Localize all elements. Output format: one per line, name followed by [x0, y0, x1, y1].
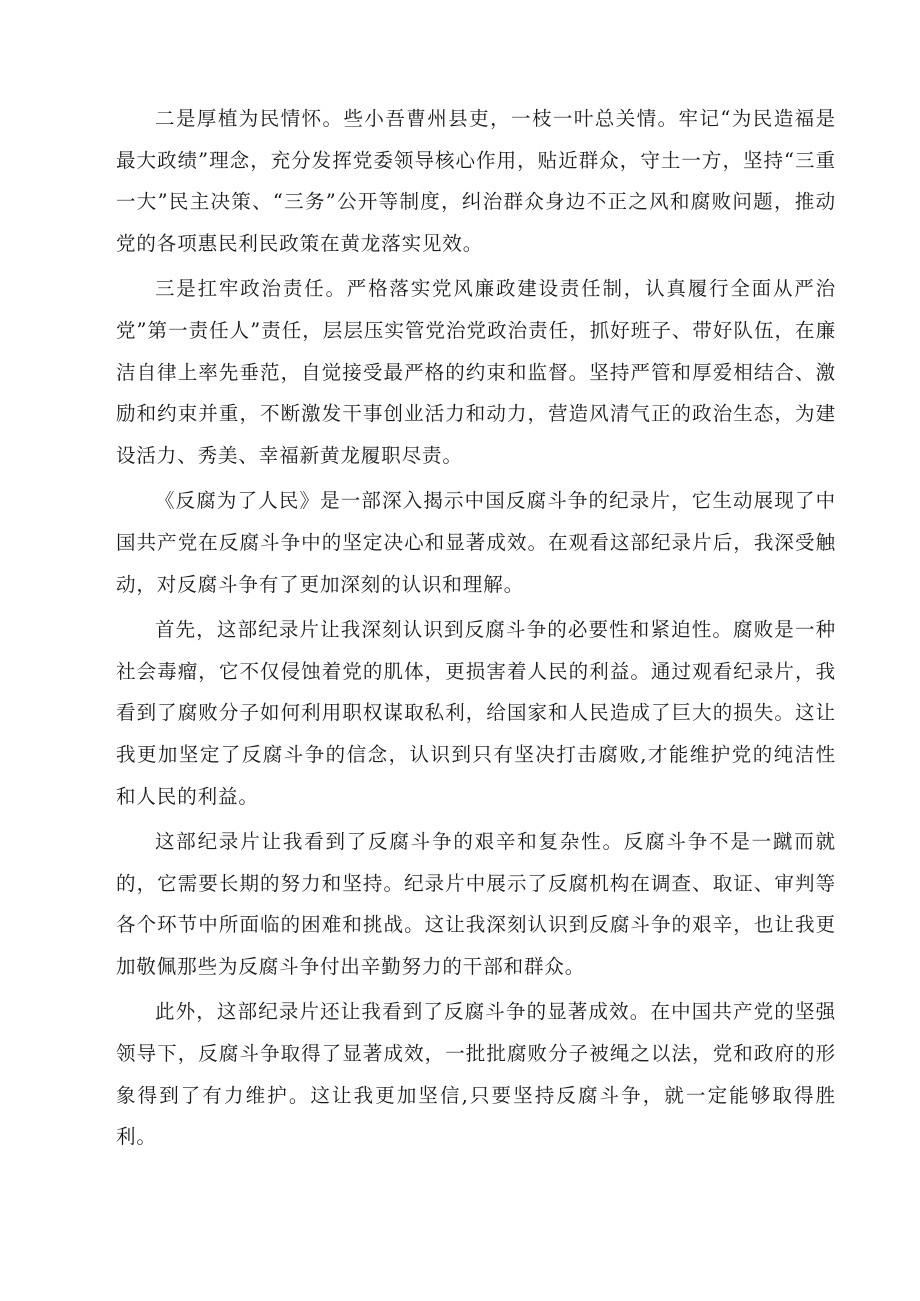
paragraph-people-sentiment: 二是厚植为民情怀。些小吾曹州县吏，一枝一叶总关情。牢记“为民造福是最大政绩”理念，充分发挥党委领导核心作用，贴近群众，守土一方，坚持“三重一大”民主决策、“三务”公开等制度，纠治群众身边不正之风和腐败问题，推动党的各项惠民利民政策在黄龙落实见效。 [116, 107, 836, 255]
paragraph-political-responsibility: 三是扛牢政治责任。严格落实党风廉政建设责任制，认真履行全面从严治党”第一责任人”责任，层层压实管党治党政治责任，抓好班子、带好队伍，在廉洁自律上率先垂范，自觉接受最严格的约束和监督。坚持严管和厚爱相结合、激励和约束并重，不断激发干事创业活力和动力，营造风清气正的政治生态，为建设活力、秀美、幸福新黄龙履职尽责。 [116, 277, 836, 467]
paragraph-documentary-intro: 《反腐为了人民》是一部深入揭示中国反腐斗争的纪录片，它生动展现了中国共产党在反腐斗争中的坚定决心和显著成效。在观看这部纪录片后，我深受触动，对反腐斗争有了更加深刻的认识和理解。 [116, 489, 836, 596]
paragraph-difficulty: 这部纪录片让我看到了反腐斗争的艰辛和复杂性。反腐斗争不是一蹴而就的，它需要长期的努力和坚持。纪录片中展示了反腐机构在调查、取证、审判等各个环节中所面临的困难和挑战。这让我深刻认识到反腐斗争的艰辛，也让我更加敬佩那些为反腐斗争付出辛勤努力的干部和群众。 [116, 830, 836, 978]
paragraph-necessity: 首先，这部纪录片让我深刻认识到反腐斗争的必要性和紧迫性。腐败是一种社会毒瘤，它不仅侵蚀着党的肌体，更损害着人民的利益。通过观看纪录片，我看到了腐败分子如何利用职权谋取私利，给国家和人民造成了巨大的损失。这让我更加坚定了反腐斗争的信念，认识到只有坚决打击腐败,才能维护党的纯洁性和人民的利益。 [116, 618, 836, 808]
paragraph-achievements: 此外，这部纪录片还让我看到了反腐斗争的显著成效。在中国共产党的坚强领导下，反腐斗争取得了显著成效，一批批腐败分子被绳之以法，党和政府的形象得到了有力维护。这让我更加坚信,只要坚持反腐斗争，就一定能够取得胜利。 [116, 1000, 836, 1149]
document-body [116, 98, 836, 1158]
